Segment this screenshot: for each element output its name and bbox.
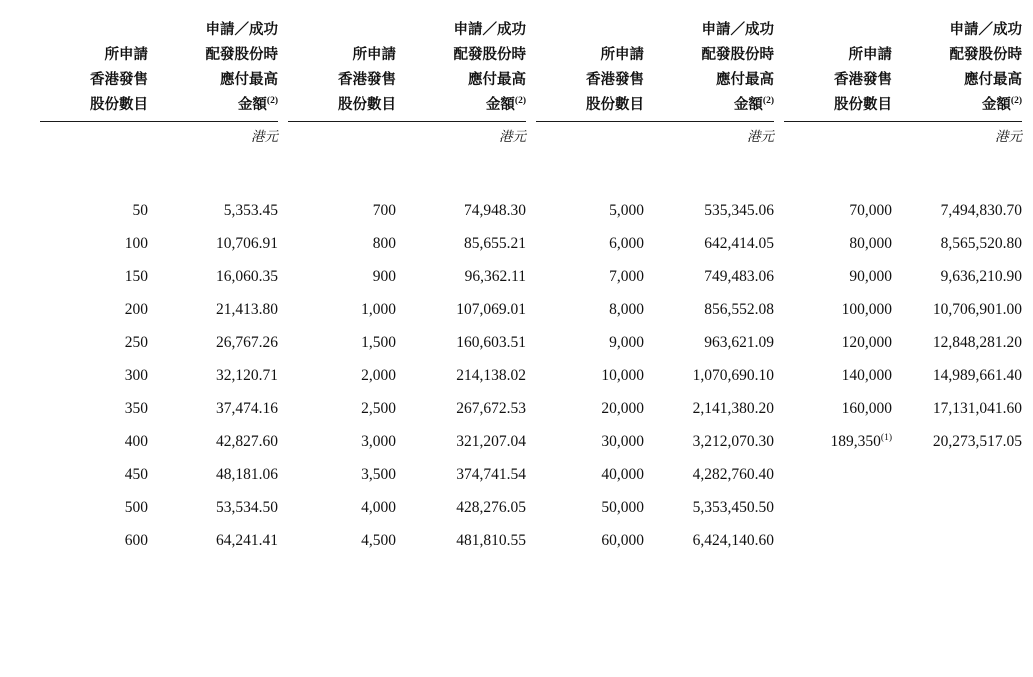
- cell-shares: 600: [124, 532, 148, 549]
- cell-amount: 10,706.91: [216, 235, 278, 252]
- cell-amount: 26,767.26: [216, 334, 278, 351]
- cell-shares: [784, 458, 892, 491]
- unit-amount-1: 港元: [251, 129, 278, 144]
- header-shares-4: [784, 18, 892, 122]
- application-levels-table: [40, 18, 1022, 557]
- footnote-marker: (2): [762, 96, 774, 107]
- cell-shares: 300: [124, 367, 148, 384]
- table-row: [40, 458, 1022, 491]
- cell-shares: 1,500: [361, 334, 396, 351]
- cell-shares: 8,000: [609, 301, 644, 318]
- cell-amount: 64,241.41: [216, 532, 278, 549]
- header-line-with-note: [148, 93, 278, 118]
- column-gap: [774, 392, 784, 425]
- cell-shares: [784, 524, 892, 557]
- cell-shares: 2,000: [361, 367, 396, 384]
- column-gap: [774, 18, 784, 122]
- cell-shares: 3,500: [361, 466, 396, 483]
- table-row: [40, 227, 1022, 260]
- column-gap: [526, 458, 536, 491]
- column-gap: [774, 326, 784, 359]
- cell-amount: 856,552.08: [704, 301, 774, 318]
- cell-amount: 74,948.30: [464, 202, 526, 219]
- cell-shares: 7,000: [609, 268, 644, 285]
- table-row: [40, 194, 1022, 227]
- cell-shares: 350: [124, 400, 148, 417]
- table-row: [40, 326, 1022, 359]
- cell-amount: 20,273,517.05: [932, 433, 1022, 450]
- cell-shares: 6,000: [609, 235, 644, 252]
- header-line: 股份數目: [586, 97, 644, 113]
- column-gap: [278, 425, 288, 458]
- cell-shares: 70,000: [849, 202, 892, 219]
- cell-amount: 963,621.09: [704, 334, 774, 351]
- column-gap: [278, 491, 288, 524]
- column-gap: [278, 194, 288, 227]
- table-row: [40, 260, 1022, 293]
- cell-shares: 100: [124, 235, 148, 252]
- cell-shares: 200: [124, 301, 148, 318]
- cell-shares: 30,000: [601, 433, 644, 450]
- cell-amount: 8,565,520.80: [940, 235, 1022, 252]
- table-row: [40, 491, 1022, 524]
- column-gap: [278, 18, 288, 122]
- cell-shares: 800: [372, 235, 396, 252]
- cell-shares: 60,000: [601, 532, 644, 549]
- cell-shares: [784, 491, 892, 524]
- cell-shares: 50: [132, 202, 148, 219]
- column-gap: [774, 194, 784, 227]
- cell-amount: 96,362.11: [464, 268, 526, 285]
- cell-amount: 10,706,901.00: [932, 301, 1022, 318]
- cell-shares: 40,000: [601, 466, 644, 483]
- header-line: 申請／成功: [205, 22, 278, 38]
- cell-amount: 267,672.53: [456, 400, 526, 417]
- column-gap: [526, 18, 536, 122]
- column-gap: [526, 524, 536, 557]
- cell-amount: 749,483.06: [704, 268, 774, 285]
- header-shares-2: [288, 18, 396, 122]
- cell-shares: 2,500: [361, 400, 396, 417]
- cell-shares: 140,000: [841, 367, 892, 384]
- column-gap: [278, 359, 288, 392]
- table-row: [40, 359, 1022, 392]
- column-gap: [278, 326, 288, 359]
- column-gap: [526, 392, 536, 425]
- cell-amount: 374,741.54: [456, 466, 526, 483]
- header-line-text: 金額: [237, 97, 267, 113]
- footnote-marker: (2): [266, 96, 278, 107]
- header-line: 應付最高: [220, 72, 278, 88]
- cell-amount: 85,655.21: [464, 235, 526, 252]
- header-line-text: 金額: [733, 97, 763, 113]
- cell-shares: 3,000: [361, 433, 396, 450]
- header-line-text: 金額: [485, 97, 515, 113]
- cell-shares: 9,000: [609, 334, 644, 351]
- header-line: 申請／成功: [949, 22, 1022, 38]
- cell-shares: 700: [372, 202, 396, 219]
- cell-shares: 900: [372, 268, 396, 285]
- header-line-with-note: [644, 93, 774, 118]
- header-line: 股份數目: [90, 97, 148, 113]
- cell-amount: 321,207.04: [456, 433, 526, 450]
- cell-amount: 3,212,070.30: [692, 433, 774, 450]
- unit-shares-1: [40, 122, 148, 152]
- column-gap: [774, 260, 784, 293]
- cell-shares: 50,000: [601, 499, 644, 516]
- cell-amount: 12,848,281.20: [932, 334, 1022, 351]
- header-amount-4: [892, 18, 1022, 122]
- cell-amount: 9,636,210.90: [940, 268, 1022, 285]
- cell-amount: 481,810.55: [456, 532, 526, 549]
- header-line: 應付最高: [716, 72, 774, 88]
- header-line: 配發股份時: [205, 47, 278, 63]
- spacer-cell: [40, 152, 1022, 194]
- header-amount-1: [148, 18, 278, 122]
- column-gap: [526, 491, 536, 524]
- unit-shares-3: [536, 122, 644, 152]
- cell-amount: 6,424,140.60: [692, 532, 774, 549]
- header-line: 香港發售: [834, 72, 892, 88]
- column-gap: [278, 524, 288, 557]
- column-gap: [278, 260, 288, 293]
- column-gap: [774, 227, 784, 260]
- table-row: [40, 425, 1022, 458]
- header-line: 申請／成功: [453, 22, 526, 38]
- header-line: 應付最高: [964, 72, 1022, 88]
- column-gap: [774, 359, 784, 392]
- header-line-text: 金額: [981, 97, 1011, 113]
- cell-shares: 100,000: [841, 301, 892, 318]
- cell-shares: 4,500: [361, 532, 396, 549]
- header-line: 香港發售: [90, 72, 148, 88]
- header-line: 申請／成功: [701, 22, 774, 38]
- cell-amount: 642,414.05: [704, 235, 774, 252]
- column-gap: [774, 293, 784, 326]
- cell-amount: 5,353,450.50: [692, 499, 774, 516]
- column-gap: [278, 122, 288, 152]
- cell-amount: 107,069.01: [456, 301, 526, 318]
- column-gap: [526, 260, 536, 293]
- unit-amount-3: 港元: [747, 129, 774, 144]
- cell-shares: 160,000: [841, 400, 892, 417]
- header-line: 所申請: [600, 47, 644, 63]
- column-gap: [278, 392, 288, 425]
- column-gap: [526, 326, 536, 359]
- unit-shares-2: [288, 122, 396, 152]
- cell-amount: 7,494,830.70: [940, 202, 1022, 219]
- cell-shares: 1,000: [361, 301, 396, 318]
- header-amount-3: [644, 18, 774, 122]
- table-row: [40, 293, 1022, 326]
- cell-amount: [892, 524, 1022, 557]
- cell-shares: 5,000: [609, 202, 644, 219]
- cell-shares: 90,000: [849, 268, 892, 285]
- table-row: [40, 392, 1022, 425]
- column-gap: [774, 524, 784, 557]
- header-row: [40, 18, 1022, 122]
- header-line: 配發股份時: [949, 47, 1022, 63]
- column-gap: [278, 227, 288, 260]
- column-gap: [526, 359, 536, 392]
- cell-amount: 5,353.45: [223, 202, 278, 219]
- cell-shares: 400: [124, 433, 148, 450]
- header-line: 香港發售: [338, 72, 396, 88]
- unit-amount-2: 港元: [499, 129, 526, 144]
- header-body-spacer: [40, 152, 1022, 194]
- cell-amount: 14,989,661.40: [932, 367, 1022, 384]
- column-gap: [774, 425, 784, 458]
- column-gap: [278, 458, 288, 491]
- header-line: 配發股份時: [453, 47, 526, 63]
- cell-amount: 214,138.02: [456, 367, 526, 384]
- table-body: [40, 194, 1022, 557]
- column-gap: [526, 122, 536, 152]
- cell-shares: 189,350$^{(1)}$: [830, 432, 892, 450]
- header-shares-3: [536, 18, 644, 122]
- cell-amount: 16,060.35: [216, 268, 278, 285]
- cell-amount: 32,120.71: [216, 367, 278, 384]
- cell-shares: 20,000: [601, 400, 644, 417]
- column-gap: [774, 122, 784, 152]
- column-gap: [526, 425, 536, 458]
- cell-amount: 21,413.80: [216, 301, 278, 318]
- cell-amount: 4,282,760.40: [692, 466, 774, 483]
- table-head: [40, 18, 1022, 194]
- header-amount-2: [396, 18, 526, 122]
- column-gap: [774, 458, 784, 491]
- cell-amount: 53,534.50: [216, 499, 278, 516]
- footnote-marker: (2): [1010, 96, 1022, 107]
- cell-amount: 428,276.05: [456, 499, 526, 516]
- cell-amount: 17,131,041.60: [932, 400, 1022, 417]
- cell-shares: 80,000: [849, 235, 892, 252]
- header-line: 所申請: [848, 47, 892, 63]
- column-gap: [526, 227, 536, 260]
- cell-amount: 42,827.60: [216, 433, 278, 450]
- cell-amount: 160,603.51: [456, 334, 526, 351]
- header-line: 香港發售: [586, 72, 644, 88]
- cell-shares: 120,000: [841, 334, 892, 351]
- cell-amount: 2,141,380.20: [692, 400, 774, 417]
- footnote-marker: (2): [514, 96, 526, 107]
- cell-shares: 150: [124, 268, 148, 285]
- cell-amount: [892, 491, 1022, 524]
- footnote-marker: (1): [880, 432, 892, 443]
- cell-shares: 4,000: [361, 499, 396, 516]
- table-row: [40, 524, 1022, 557]
- cell-shares: 250: [124, 334, 148, 351]
- cell-amount: 48,181.06: [216, 466, 278, 483]
- header-line: 應付最高: [468, 72, 526, 88]
- cell-amount: 535,345.06: [704, 202, 774, 219]
- header-line: 配發股份時: [701, 47, 774, 63]
- unit-amount-4: 港元: [995, 129, 1022, 144]
- header-line: 股份數目: [834, 97, 892, 113]
- cell-shares: 10,000: [601, 367, 644, 384]
- header-line: 所申請: [352, 47, 396, 63]
- cell-amount: 37,474.16: [216, 400, 278, 417]
- header-shares-1: [40, 18, 148, 122]
- cell-shares: 500: [124, 499, 148, 516]
- header-line-with-note: [396, 93, 526, 118]
- header-line-with-note: [892, 93, 1022, 118]
- unit-row: [40, 122, 1022, 152]
- header-line: 股份數目: [338, 97, 396, 113]
- cell-amount: [892, 458, 1022, 491]
- header-line: 所申請: [104, 47, 148, 63]
- column-gap: [526, 293, 536, 326]
- column-gap: [526, 194, 536, 227]
- column-gap: [278, 293, 288, 326]
- cell-amount: 1,070,690.10: [692, 367, 774, 384]
- cell-shares: 450: [124, 466, 148, 483]
- unit-shares-4: [784, 122, 892, 152]
- column-gap: [774, 491, 784, 524]
